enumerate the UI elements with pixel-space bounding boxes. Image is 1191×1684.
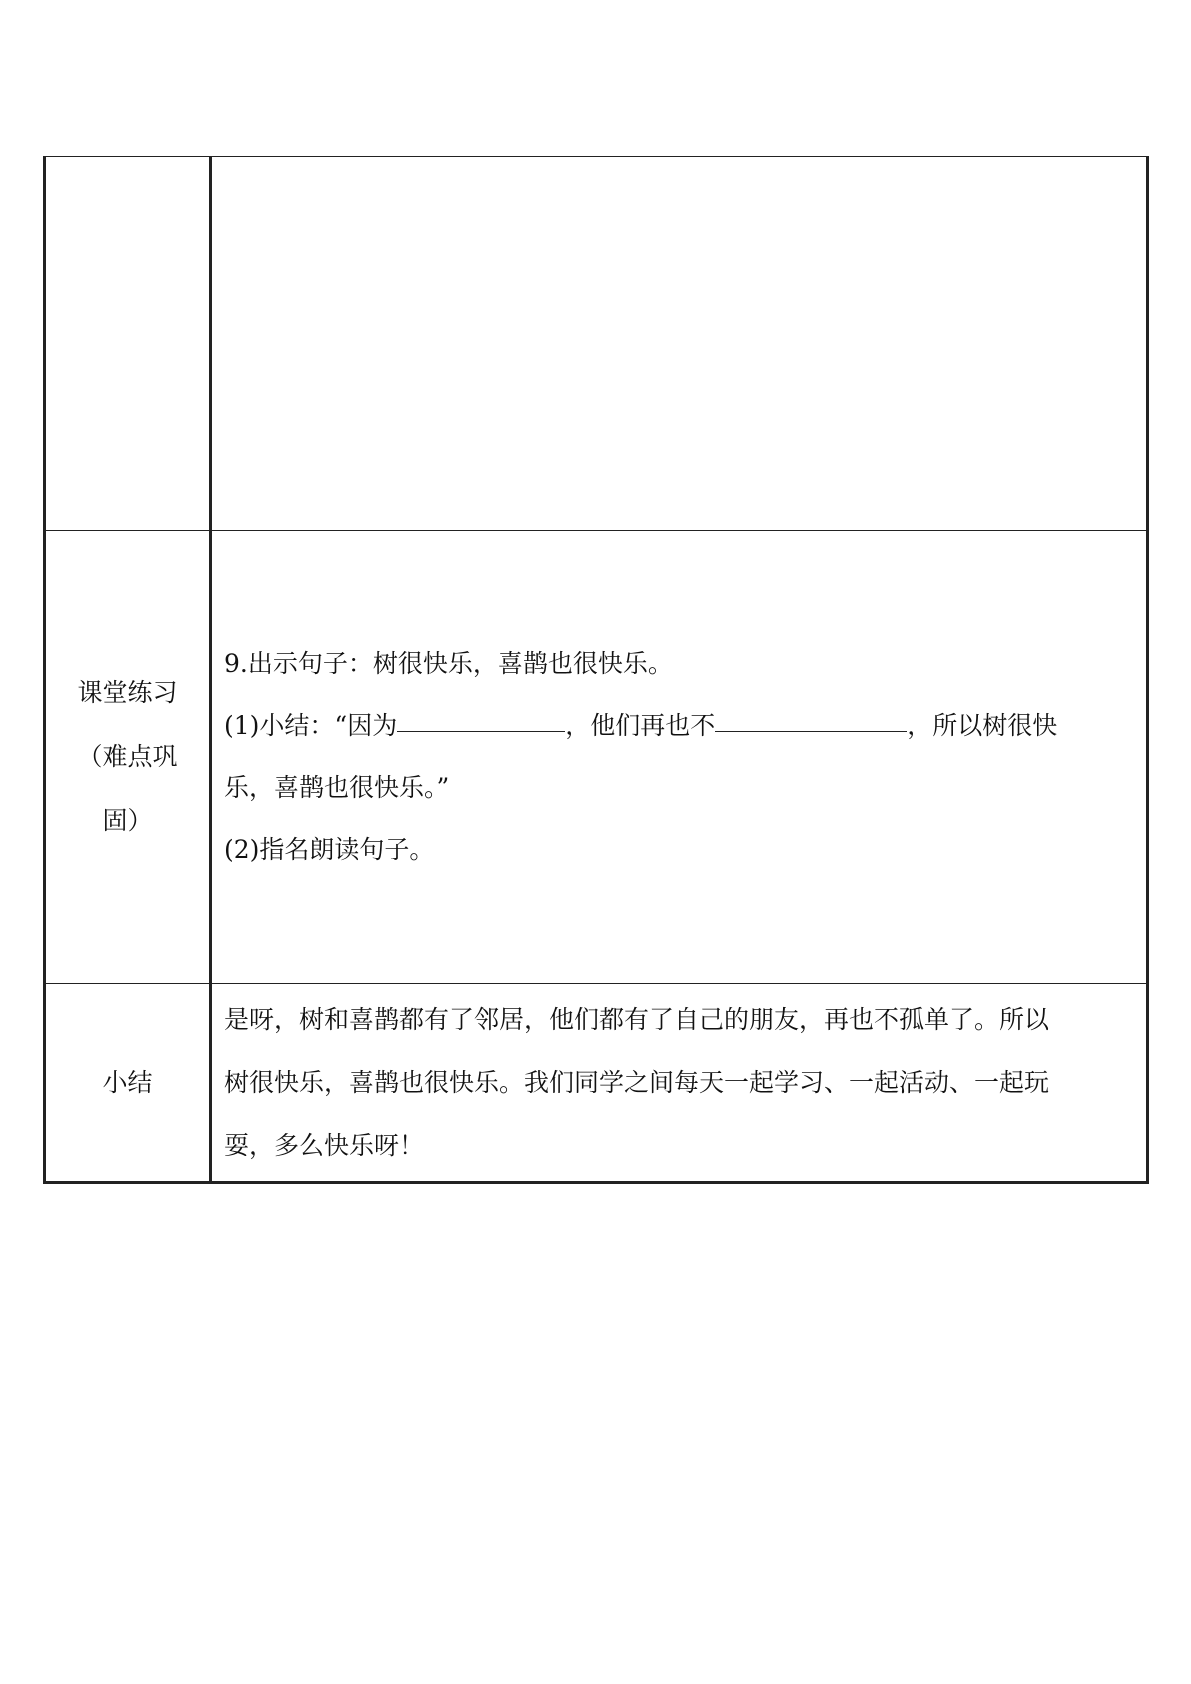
table-row-summary xyxy=(45,984,1148,1183)
fill-in-blank-1 xyxy=(397,731,565,732)
exercise-content-cell xyxy=(211,531,1148,984)
exercise-item-1-continued: 乐，喜鹊也很快乐。” xyxy=(224,773,450,802)
summary-line-1: 是呀，树和喜鹊都有了邻居，他们都有了自己的朋友，再也不孤单了。所以 xyxy=(224,1005,1050,1034)
exercise-label-line-2: （难点巩 xyxy=(77,742,178,771)
fill-in-blank-2 xyxy=(715,731,907,732)
summary-line-3: 耍，多么快乐呀！ xyxy=(224,1131,425,1160)
exercise-item-1-part-1: (1)小结：“因为 xyxy=(224,711,398,740)
summary-label-cell xyxy=(45,984,211,1183)
lesson-plan-table xyxy=(43,156,1149,1184)
table-row-blank xyxy=(45,157,1148,531)
summary-content-cell xyxy=(211,984,1148,1183)
blank-label-cell xyxy=(45,157,211,531)
exercise-heading: 9.出示句子：树很快乐，喜鹊也很快乐。 xyxy=(224,649,673,678)
exercise-item-2: (2)指名朗读句子。 xyxy=(224,835,435,864)
summary-label: 小结 xyxy=(102,1067,153,1097)
exercise-label-cell xyxy=(45,531,211,984)
summary-line-2: 树很快乐，喜鹊也很快乐。我们同学之间每天一起学习、一起活动、一起玩 xyxy=(224,1068,1050,1097)
exercise-item-1-part-3: ，所以树很快 xyxy=(907,711,1058,740)
table-row-classroom-exercise xyxy=(45,531,1148,984)
exercise-label-line-1: 课堂练习 xyxy=(77,678,178,707)
exercise-item-1-part-2: ，他们再也不 xyxy=(565,711,716,740)
exercise-label-line-3: 固） xyxy=(102,806,153,835)
exercise-item-1 xyxy=(224,695,1132,757)
blank-content-cell xyxy=(211,157,1148,531)
